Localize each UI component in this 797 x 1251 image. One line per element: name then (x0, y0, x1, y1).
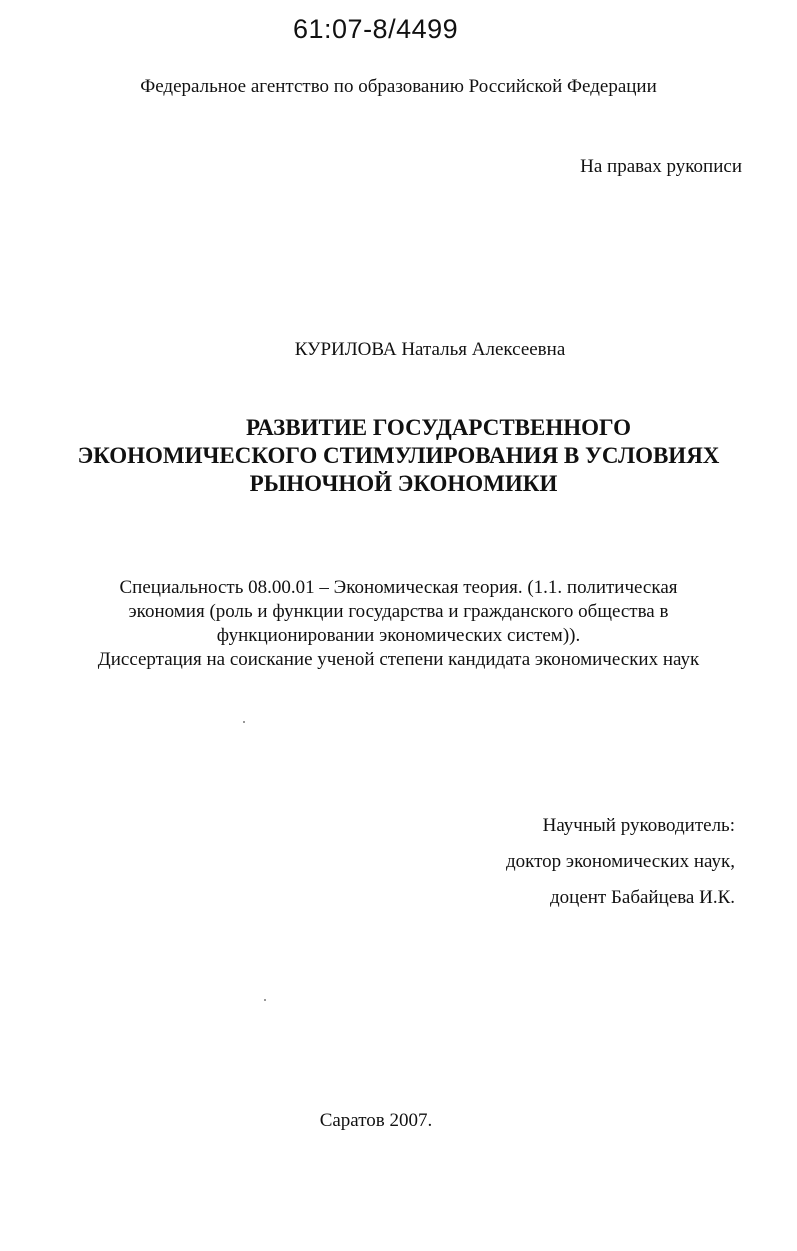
supervisor-block (506, 808, 735, 916)
supervisor-label: Научный руководитель: (542, 815, 735, 836)
specialty-line: Специальность 08.00.01 – Экономическая теория. (1.1. политическая (119, 577, 678, 598)
supervisor-degree: доктор экономических наук, (505, 851, 735, 872)
specialty-line: экономия (роль и функции государства и гражданского общества в (128, 601, 669, 622)
archive-code: 61:07-8/4499 (293, 14, 459, 44)
city-year: Саратов 2007. (319, 1110, 433, 1131)
agency-name: Федеральное агентство по образованию Российской Федерации (140, 76, 657, 97)
title-line: РЫНОЧНОЙ ЭКОНОМИКИ (249, 471, 558, 496)
author-name: КУРИЛОВА Наталья Алексеевна (294, 339, 566, 360)
dissertation-title (0, 414, 797, 498)
specialty-line: функционировании экономических систем)). (216, 625, 581, 646)
rights-notice: На правах рукописи (580, 156, 742, 177)
scan-speck (264, 999, 266, 1001)
specialty-line: Диссертация на соискание ученой степени кандидата экономических наук (97, 649, 700, 670)
supervisor-name: доцент Бабайцева И.К. (550, 887, 735, 908)
title-line: РАЗВИТИЕ ГОСУДАРСТВЕННОГО (246, 415, 631, 440)
specialty-block (0, 576, 797, 672)
title-line: ЭКОНОМИЧЕСКОГО СТИМУЛИРОВАНИЯ В УСЛОВИЯХ (77, 443, 720, 468)
scan-speck (243, 721, 245, 723)
